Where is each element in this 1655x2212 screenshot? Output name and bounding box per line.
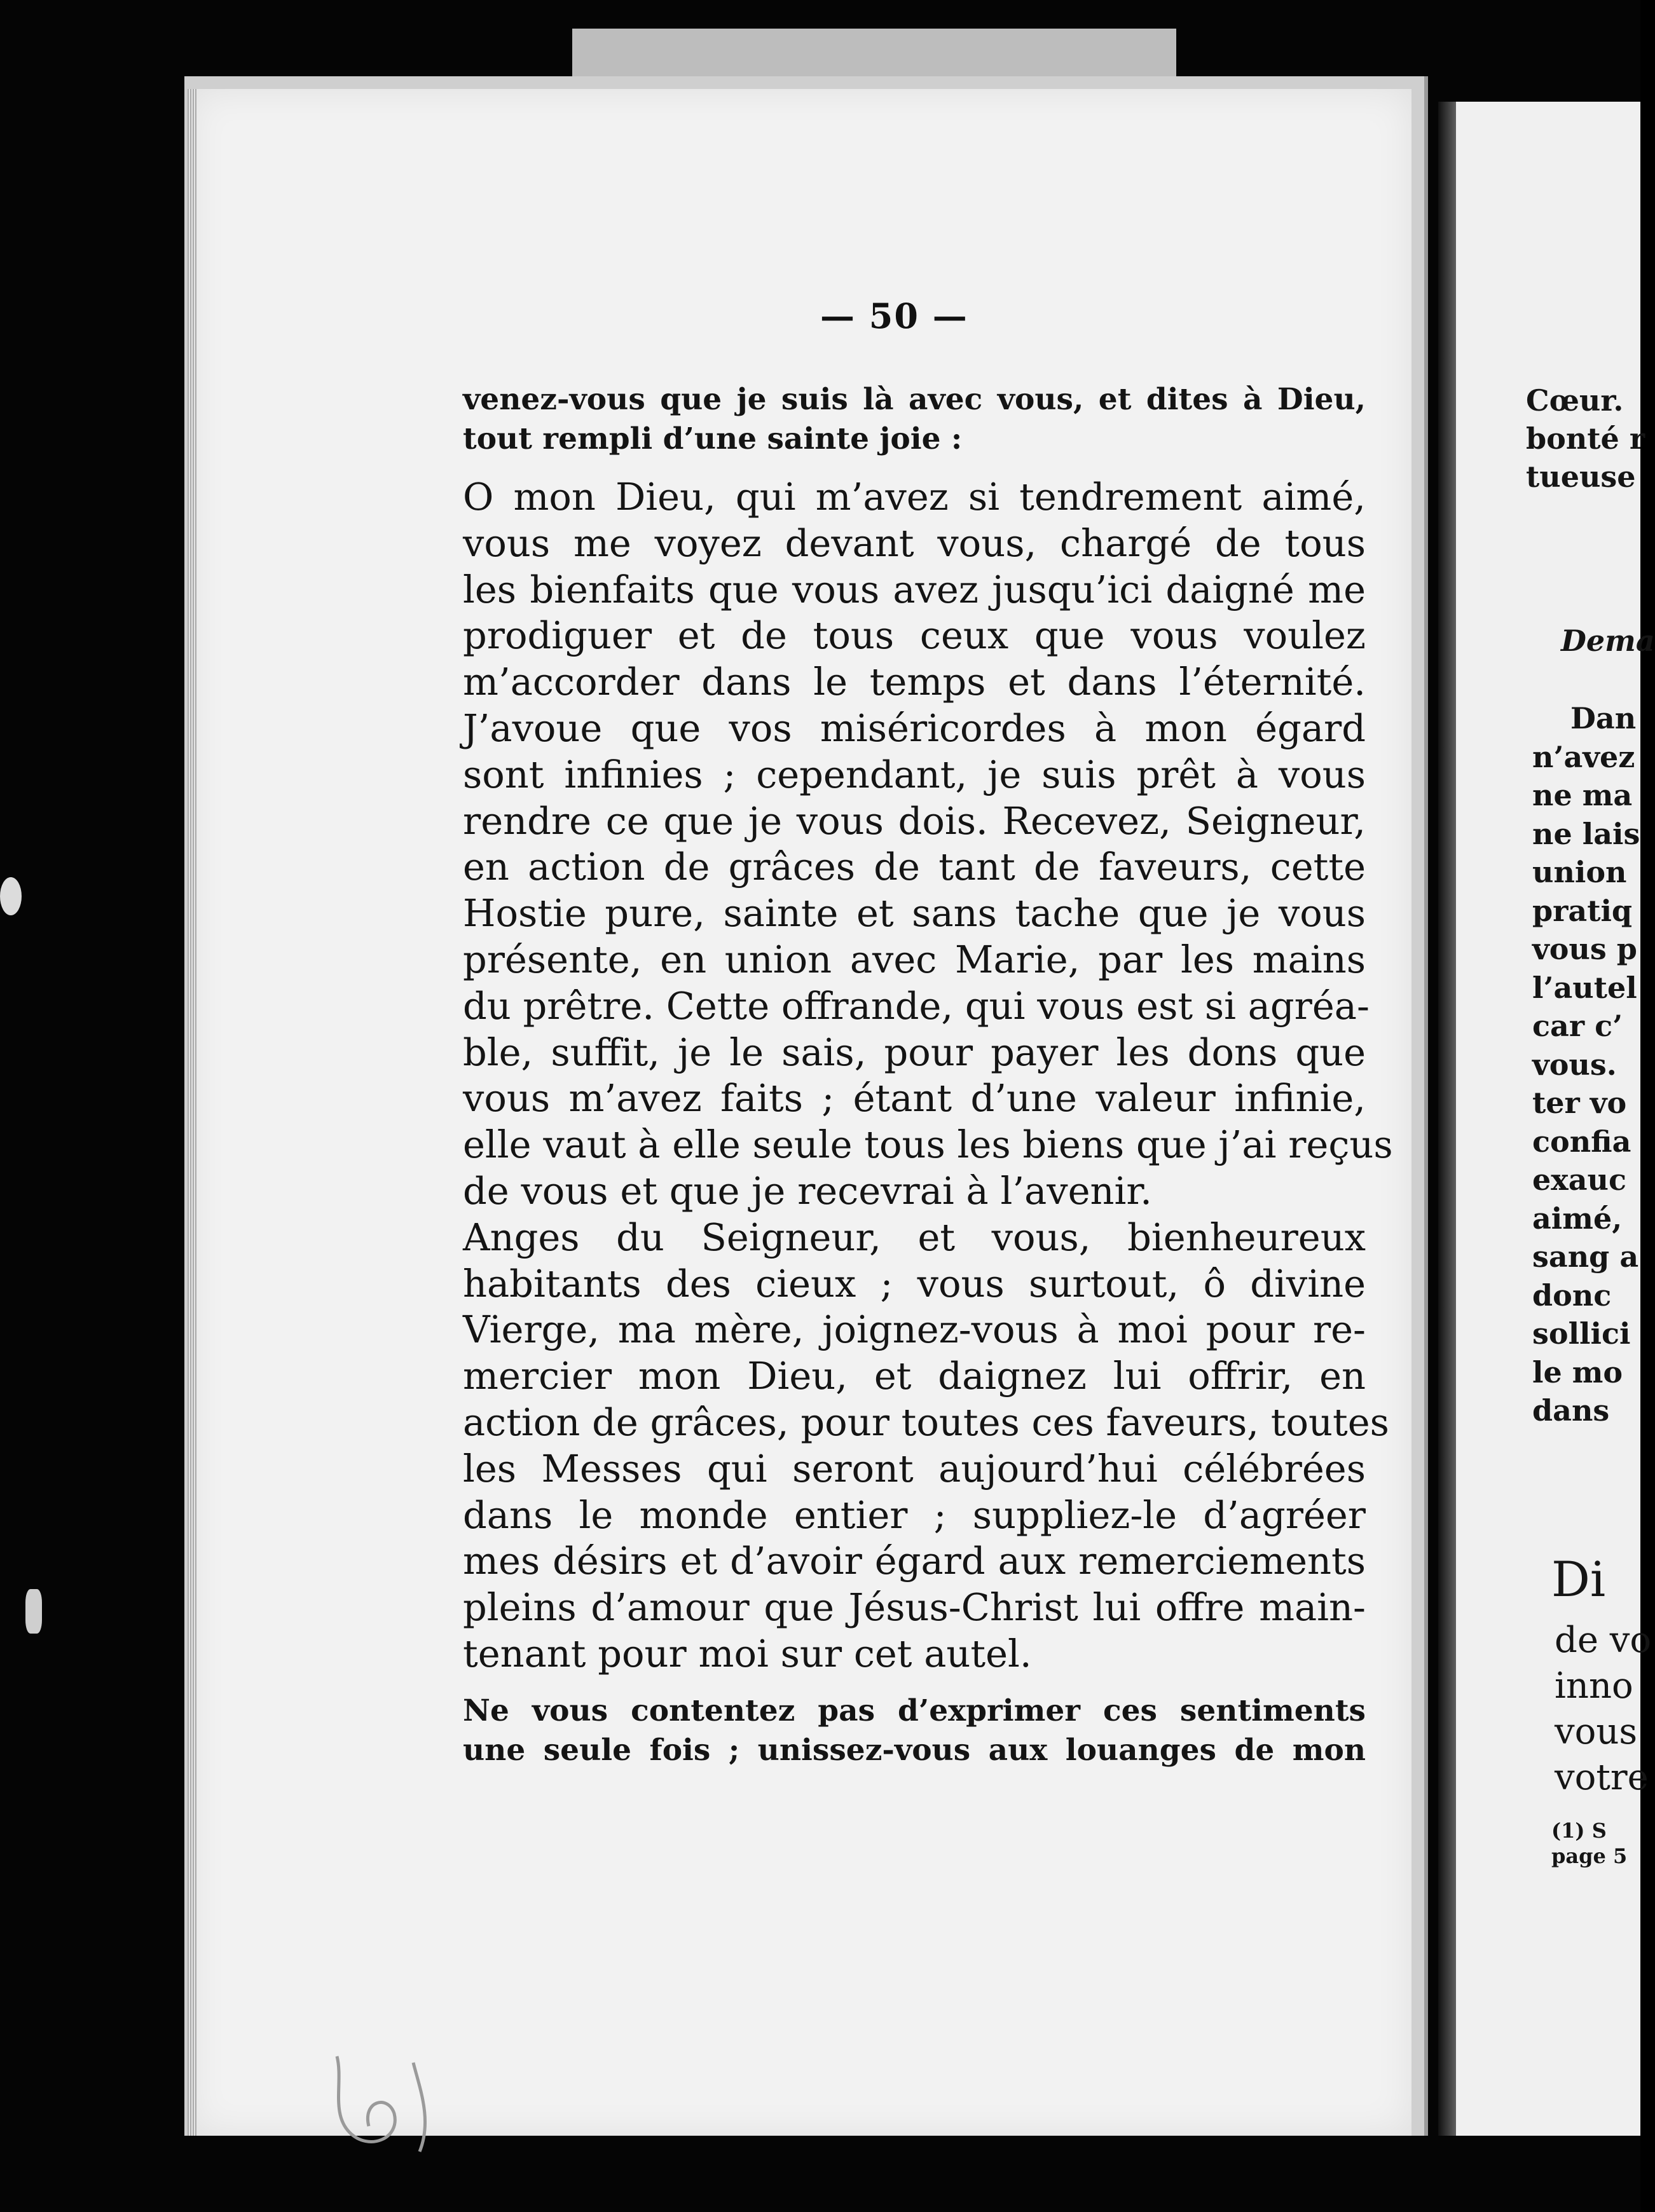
text-line: mercier mon Dieu, et daignez lui offrir, en — [463, 1354, 1366, 1398]
scan-speck — [0, 877, 22, 915]
text-line: le mo — [1532, 1355, 1623, 1389]
text-line: dans le monde entier ; suppliez-le d’agréer — [463, 1492, 1366, 1537]
text-line: exauc — [1532, 1163, 1626, 1197]
text-line: venez-vous que je suis là avec vous, et dites à Dieu, — [463, 382, 1366, 417]
text-line: vous — [1555, 1711, 1638, 1752]
pencil-scribble-mark — [324, 2044, 490, 2164]
right-page-big-text — [1555, 1618, 1651, 1801]
text-line: action de grâces, pour toutes ces faveurs, toutes — [463, 1400, 1389, 1444]
text-line: O mon Dieu, qui m’avez si tendrement aimé, — [463, 475, 1366, 519]
text-line: union — [1532, 855, 1627, 889]
text-line: les bienfaits que vous avez jusqu’ici daigné me — [463, 567, 1366, 611]
scan-speck — [25, 1589, 42, 1634]
text-line: tenant pour moi sur cet autel. — [463, 1631, 1032, 1676]
text-line: prodiguer et de tous ceux que vous voulez — [463, 613, 1366, 658]
text-line: elle vaut à elle seule tous les biens que j’ai reçus — [463, 1123, 1393, 1167]
right-page-top — [1526, 381, 1645, 496]
text-line: (1) S — [1551, 1819, 1607, 1843]
paragraph-closing — [463, 1691, 1366, 1770]
text-line: ter vo — [1532, 1086, 1627, 1120]
text-line: pratiq — [1532, 893, 1633, 928]
right-page — [1456, 102, 1655, 2136]
text-line: l’autel — [1532, 970, 1637, 1005]
text-line: bonté r — [1526, 421, 1645, 456]
text-line: sont infinies ; cependant, je suis prêt à vous — [463, 752, 1366, 796]
text-line: confia — [1532, 1124, 1631, 1159]
text-line: une seule fois ; unissez-vous aux louanges de mon — [463, 1732, 1366, 1768]
text-line: Anges du Seigneur, et vous, bienheureux — [463, 1215, 1366, 1259]
text-line: rendre ce que je vous dois. Recevez, Seigneur, — [463, 798, 1366, 843]
text-line: vous p — [1532, 932, 1637, 966]
text-line: Hostie pure, sainte et sans tache que je vous — [463, 891, 1366, 936]
text-line: page 5 — [1551, 1844, 1628, 1868]
text-line: vous. — [1532, 1047, 1617, 1082]
text-line: dans — [1532, 1393, 1610, 1428]
text-line: Cœur. — [1526, 383, 1624, 418]
text-line: en action de grâces de tant de faveurs, cette — [463, 845, 1366, 889]
text-line: votre — [1555, 1757, 1649, 1798]
text-line: Ne vous contentez pas d’exprimer ces sentiments — [463, 1693, 1366, 1728]
text-line: du prêtre. Cette offrande, qui vous est si agréa- — [463, 983, 1370, 1028]
text-line: inno — [1555, 1665, 1633, 1707]
text-line: de vous et que je recevrai à l’avenir. — [463, 1168, 1152, 1213]
text-line: Dan — [1570, 701, 1637, 735]
left-page-text — [463, 380, 1393, 1770]
text-line: aimé, — [1532, 1201, 1623, 1236]
paragraph-intro — [463, 380, 1366, 459]
text-line: ne ma — [1532, 778, 1633, 812]
text-line: mes désirs et d’avoir égard aux remerciements — [463, 1539, 1366, 1583]
right-page-footnote — [1551, 1818, 1627, 1869]
text-line: car c’ — [1532, 1009, 1623, 1043]
text-line: sollici — [1532, 1316, 1631, 1351]
text-line: donc — [1532, 1278, 1612, 1313]
text-line: habitants des cieux ; vous surtout, ô divine — [463, 1261, 1366, 1306]
text-line: de vo — [1555, 1620, 1652, 1661]
paragraph-prayer — [463, 474, 1393, 1215]
right-page-initial: Di — [1551, 1551, 1606, 1608]
text-line: m’accorder dans le temps et dans l’éternité. — [463, 660, 1366, 704]
text-line: J’avoue que vos miséricordes à mon égard — [463, 706, 1366, 750]
left-page-edge — [188, 89, 196, 2136]
text-line: Vierge, ma mère, joignez-vous à moi pour re- — [463, 1307, 1366, 1352]
page-number: — 50 — — [820, 296, 968, 336]
text-line: sang a — [1532, 1239, 1639, 1274]
text-line: vous me voyez devant vous, chargé de tous — [463, 521, 1366, 565]
paragraph-angels — [463, 1215, 1389, 1677]
text-line: n’avez — [1532, 739, 1635, 774]
text-line: ne lais — [1532, 816, 1640, 851]
right-page-body — [1532, 699, 1640, 1430]
text-line: tueuse — [1526, 460, 1636, 494]
text-line: présente, en union avec Marie, par les mains — [463, 937, 1366, 981]
text-line: ble, suffit, je le sais, pour payer les dons que — [463, 1030, 1366, 1074]
book-gutter — [1438, 102, 1457, 2136]
text-line: vous m’avez faits ; étant d’une valeur infinie, — [463, 1076, 1366, 1121]
text-line: tout rempli d’une sainte joie : — [463, 421, 963, 456]
text-line: les Messes qui seront aujourd’hui célébrées — [463, 1446, 1366, 1491]
right-page-heading: Dema — [1561, 624, 1655, 658]
text-line: pleins d’amour que Jésus-Christ lui offre main- — [463, 1585, 1366, 1630]
